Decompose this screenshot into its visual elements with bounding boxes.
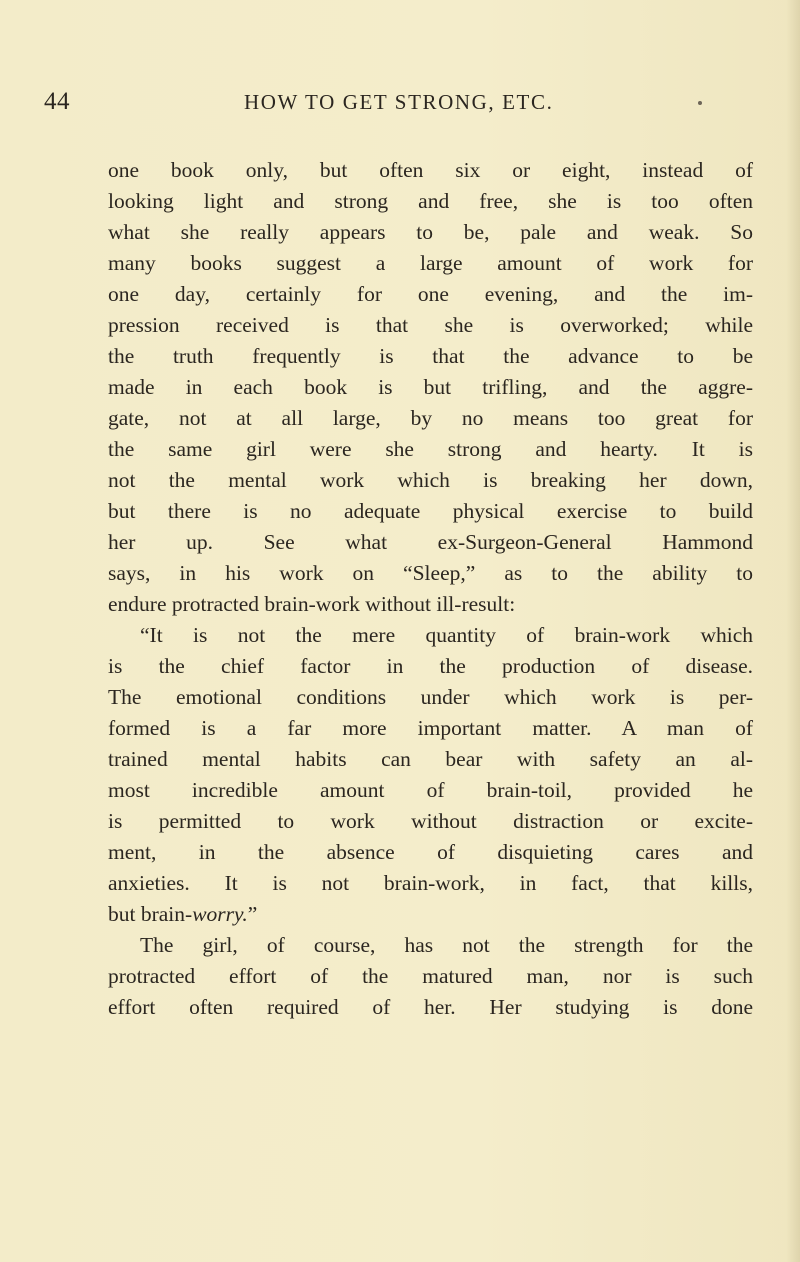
text-line: The girl, of course, has not the strength for the bbox=[140, 933, 753, 957]
text-line: protracted effort of the matured man, nor is such bbox=[108, 964, 753, 988]
text-line: one book only, but often six or eight, instead of bbox=[108, 158, 753, 182]
text-line: ment, in the absence of disquieting cares and bbox=[108, 840, 753, 864]
text-line: is permitted to work without distraction or excite- bbox=[108, 809, 753, 833]
text-line: many books suggest a large amount of work for bbox=[108, 251, 753, 275]
text-line: The emotional conditions under which work is per- bbox=[108, 685, 753, 709]
quote-end-suffix: ” bbox=[247, 902, 258, 926]
text-line: looking light and strong and free, she is too often bbox=[108, 189, 753, 213]
text-line: but there is no adequate physical exercise to build bbox=[108, 499, 753, 523]
running-head bbox=[44, 88, 734, 122]
text-line: made in each book is but trifling, and the aggre- bbox=[108, 375, 753, 399]
body-text bbox=[108, 155, 753, 1023]
text-line: anxieties. It is not brain-work, in fact, that kills, bbox=[108, 871, 753, 895]
text-line: trained mental habits can bear with safety an al- bbox=[108, 747, 753, 771]
running-title: HOW TO GET STRONG, ETC. bbox=[244, 90, 554, 114]
text-line: one day, certainly for one evening, and the im- bbox=[108, 282, 753, 306]
text-line: gate, not at all large, by no means too great for bbox=[108, 406, 753, 430]
text-line: formed is a far more important matter. A man of bbox=[108, 716, 753, 740]
text-line: effort often required of her. Her studying is done bbox=[108, 995, 753, 1019]
text-line: the truth frequently is that the advance to be bbox=[108, 344, 753, 368]
text-line: “It is not the mere quantity of brain-work which bbox=[140, 623, 753, 647]
text-line: is the chief factor in the production of disease. bbox=[108, 654, 753, 678]
text-line: the same girl were she strong and hearty. It is bbox=[108, 437, 753, 461]
text-line: her up. See what ex-Surgeon-General Hammond bbox=[108, 530, 753, 554]
text-line: not the mental work which is breaking her down, bbox=[108, 468, 753, 492]
page-number: 44 bbox=[44, 88, 70, 115]
text-line: pression received is that she is overworked; while bbox=[108, 313, 753, 337]
quote-end-line bbox=[108, 899, 753, 930]
text-line: most incredible amount of brain-toil, provided he bbox=[108, 778, 753, 802]
page-edge-shadow bbox=[786, 0, 800, 1262]
quote-end-prefix: but brain- bbox=[108, 902, 193, 926]
text-line: endure protracted brain-work without ill-result: bbox=[108, 592, 516, 616]
text-line: what she really appears to be, pale and weak. So bbox=[108, 220, 753, 244]
quote-end-italic: worry. bbox=[192, 902, 248, 926]
header-dot bbox=[698, 101, 702, 105]
text-line: says, in his work on “Sleep,” as to the ability to bbox=[108, 561, 753, 585]
